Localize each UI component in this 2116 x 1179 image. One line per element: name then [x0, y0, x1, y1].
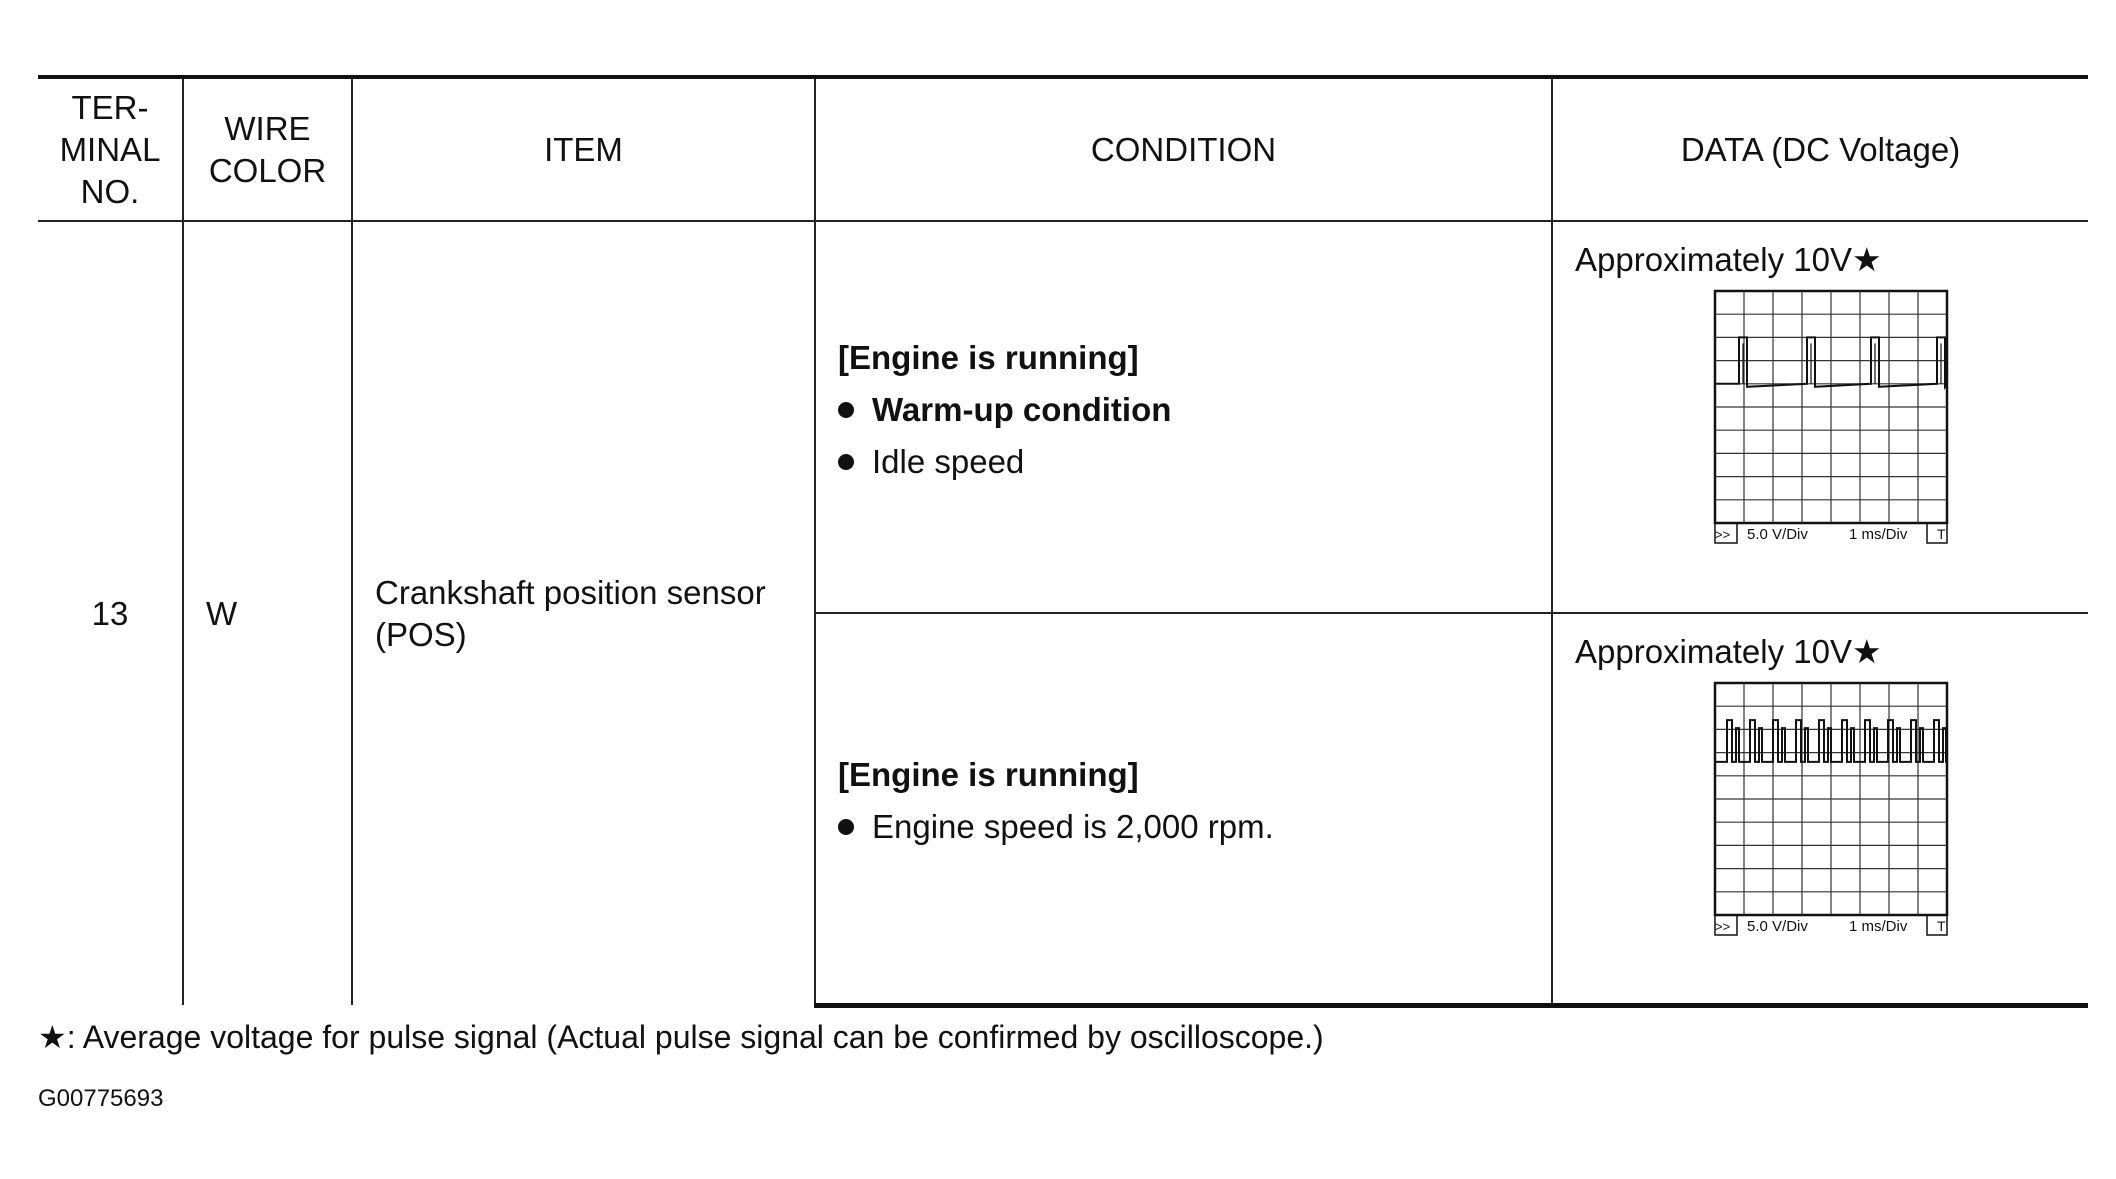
bullet-icon [838, 454, 854, 470]
footnote: ★: Average voltage for pulse signal (Actual pulse signal can be confirmed by oscilloscope.) [38, 1019, 1324, 1055]
list-item: Idle speed [838, 443, 1551, 481]
condition-list [838, 391, 1551, 481]
scope-left-marker: >> [1715, 919, 1731, 934]
scope-graphic [1715, 683, 1947, 935]
scope-time-div: 1 ms/Div [1849, 526, 1908, 543]
list-item: Warm-up condition [838, 391, 1551, 429]
condition-list [838, 808, 1551, 846]
table-header-row [38, 77, 2088, 221]
scope-volts-div: 5.0 V/Div [1747, 918, 1808, 935]
header-condition: CONDITION [815, 77, 1552, 221]
approx-voltage: Approximately 10V★ [1575, 241, 1882, 278]
bullet-icon [838, 819, 854, 835]
header-terminal-no: TER- MINAL NO. [38, 77, 183, 221]
data-idle [1552, 221, 2088, 613]
scope-graphic [1715, 291, 1947, 543]
bullet-icon [838, 402, 854, 418]
wire-color-value: W [183, 221, 352, 1005]
figure-id: G00775693 [38, 1085, 164, 1112]
scope-volts-div: 5.0 V/Div [1747, 526, 1808, 543]
scope-time-div: 1 ms/Div [1849, 918, 1908, 935]
oscilloscope-waveform-idle [1709, 287, 1953, 547]
header-wire-color: WIRE COLOR [183, 77, 352, 221]
terminal-number: 13 [38, 221, 183, 1005]
condition-title: [Engine is running] [838, 756, 1139, 794]
condition-title: [Engine is running] [838, 339, 1139, 376]
item-description: Crankshaft position sensor (POS) [352, 221, 815, 1005]
table-row [38, 221, 2088, 613]
scope-left-marker: >> [1715, 527, 1731, 542]
header-data: DATA (DC Voltage) [1552, 77, 2088, 221]
condition-2000rpm [815, 613, 1552, 1005]
scope-right-marker: T [1937, 918, 1946, 934]
approx-voltage: Approximately 10V★ [1575, 633, 1882, 670]
wiring-data-table [38, 75, 2088, 1008]
oscilloscope-waveform-2000rpm [1709, 679, 1953, 939]
condition-idle [815, 221, 1552, 613]
list-item: Engine speed is 2,000 rpm. [838, 808, 1551, 846]
header-item: ITEM [352, 77, 815, 221]
scope-right-marker: T [1937, 526, 1946, 542]
data-2000rpm [1552, 613, 2088, 1005]
